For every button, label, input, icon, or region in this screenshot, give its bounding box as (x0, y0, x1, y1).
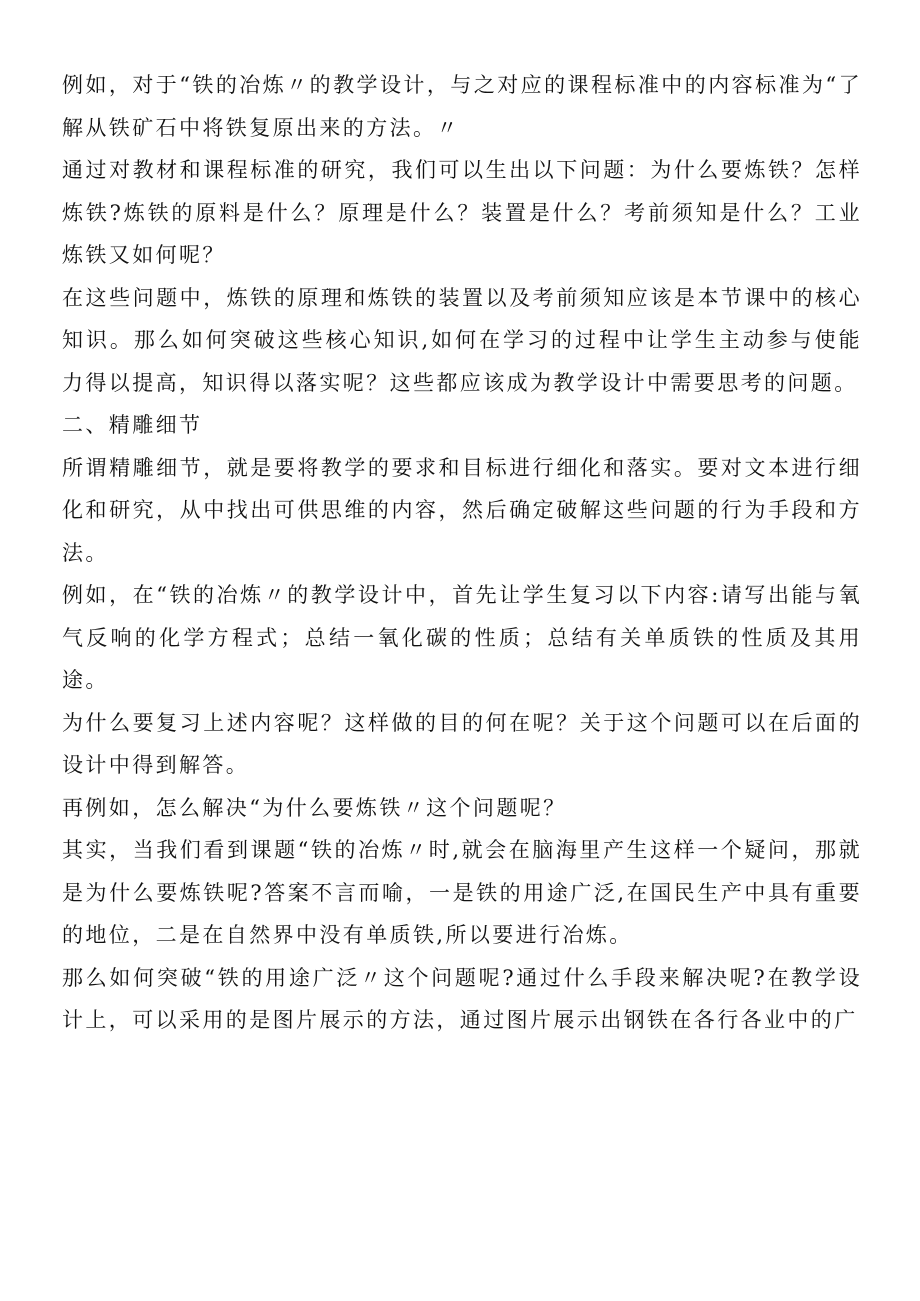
section-heading: 二、精雕细节 (62, 413, 203, 437)
paragraph-why-review: 为什么要复习上述内容呢？这样做的目的何在呢？关于这个问题可以在后面的设计中得到解答。 (62, 710, 862, 777)
paragraph-refine-details: 所谓精雕细节，就是要将教学的要求和目标进行细化和落实。要对文本进行细化和研究，从中找出可供思维的内容，然后确定破解这些问题的行为手段和方法。 (62, 455, 862, 565)
paragraph-questions: 通过对教材和课程标准的研究，我们可以生出以下问题：为什么要炼铁？怎样炼铁?炼铁的原料是什么？原理是什么？装置是什么？考前须知是什么？工业炼铁又如何呢？ (62, 158, 862, 267)
paragraph-another-example: 再例如，怎么解决“为什么要炼铁〃这个问题呢？ (62, 795, 567, 820)
paragraph-example-standard: 例如，对于“铁的冶炼〃的教学设计，与之对应的课程标准中的内容标准为“了解从铁矿石中将铁复原出来的方法。〃 (62, 73, 862, 140)
paragraph-picture-method: 那么如何突破“铁的用途广泛〃这个问题呢?通过什么手段来解决呢?在教学设计上，可以采用的是图片展示的方法，通过图片展示出钢铁在各行各业中的广 (62, 965, 862, 1032)
paragraph-why-smelt: 其实，当我们看到课题“铁的冶炼〃时,就会在脑海里产生这样一个疑问，那就是为什么要炼铁呢?答案不言而喻，一是铁的用途广泛,在国民生产中具有重要的地位，二是在自然界中没有单质铁,所以要进行冶炼。 (62, 838, 862, 947)
paragraph-review-example: 例如，在“铁的冶炼〃的教学设计中，首先让学生复习以下内容:请写出能与氧气反响的化学方程式；总结一氧化碳的性质；总结有关单质铁的性质及其用途。 (62, 583, 862, 692)
document-page (62, 64, 862, 1042)
paragraph-core-knowledge: 在这些问题中，炼铁的原理和炼铁的装置以及考前须知应该是本节课中的核心知识。那么如何突破这些核心知识,如何在学习的过程中让学生主动参与使能力得以提高，知识得以落实呢？这些都应该成为教学设计中需要思考的问题。 (62, 285, 862, 395)
